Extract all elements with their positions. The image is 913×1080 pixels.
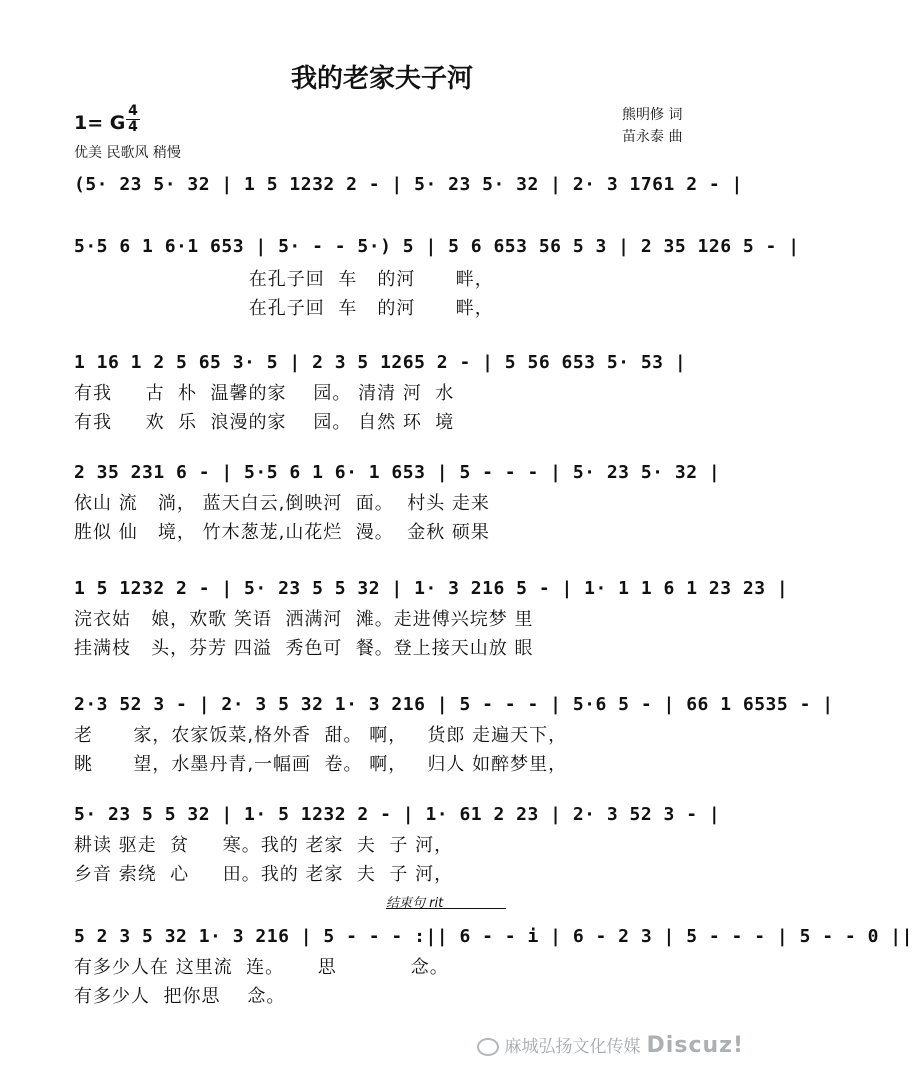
watermark-text: 麻城弘扬文化传媒 [504,1037,641,1057]
lyric-verse-1: 依山 流 淌， 蓝天白云,倒映河 面。 村头 走来 [74,493,490,514]
lyric-verse-2: 挂满枝 头，芬芳 四溢 秀色可 餐。登上接天山放 眼 [74,638,534,659]
notation-line: 1 5 1232 2 - | 5· 23 5 5 32 | 1· 3 216 5 - | 1· 1 1 6 1 23 23 | [74,578,789,599]
lyric-verse-1: 老 家，农家饭菜,格外香 甜。 啊， 货郎 走遍天下， [74,725,568,746]
time-top: 4 [128,103,138,119]
notation-line: 2 35 231 6 - | 5·5 6 1 6· 1 653 | 5 - - - | 5· 23 5· 32 | [74,462,721,483]
time-bottom: 4 [128,119,138,135]
lyric-verse-1: 浣衣姑 娘，欢歌 笑语 洒满河 滩。走进傅兴垸梦 里 [74,609,534,630]
lyric-verse-1: 在孔子回 车 的河 畔， [74,269,494,290]
notation-line: 5·5 6 1 6·1 653 | 5· - - 5·) 5 | 5 6 653 56 5 3 | 2 35 126 5 - | [74,236,800,257]
lyric-verse-1: 耕读 驱走 贫 寒。我的 老家 夫 子 河， [74,835,454,856]
tempo-marking: 优美 民歌风 稍慢 [74,145,181,161]
key-signature: 1= G [74,112,126,134]
song-title: 我的老家夫子河 [290,64,473,94]
notation-line: 2·3 52 3 - | 2· 3 5 32 1· 3 216 | 5 - - - | 5·6 5 - | 66 1 6535 - | [74,694,834,715]
notation-line: 1 16 1 2 5 65 3· 5 | 2 3 5 1265 2 - | 5 56 653 5· 53 | [74,352,687,373]
lyric-verse-2: 有多少人 把你思 念。 [74,986,286,1007]
credits [622,104,682,148]
wechat-icon [477,1038,499,1056]
lyric-verse-2: 有我 欢 乐 浪漫的家 园。 自然 环 境 [74,412,455,433]
lyric-verse-1: 有多少人在 这里流 连。 思 念。 [74,957,449,978]
lyricist: 熊明修 词 [622,107,683,123]
lyric-verse-2: 胜似 仙 境， 竹木葱茏,山花烂 漫。 金秋 硕果 [74,522,490,543]
lyric-verse-2: 眺 望，水墨丹青,一幅画 卷。 啊， 归人 如醉梦里， [74,754,568,775]
notation-line: 5· 23 5 5 32 | 1· 5 1232 2 - | 1· 61 2 23 | 2· 3 52 3 - | [74,804,721,825]
lyric-verse-2: 乡音 索绕 心 田。我的 老家 夫 子 河， [74,864,454,885]
ending-bracket [386,908,506,909]
ending-annotation: 结束句 rit [386,896,444,911]
discuz-logo: Discuz! [646,1033,744,1058]
time-signature [124,104,142,135]
watermark [477,1032,744,1058]
notation-line: (5· 23 5· 32 | 1 5 1232 2 - | 5· 23 5· 32 | 2· 3 1761 2 - | [74,174,743,195]
lyric-verse-2: 在孔子回 车 的河 畔， [74,298,494,319]
lyric-verse-1: 有我 古 朴 温馨的家 园。 清清 河 水 [74,383,455,404]
notation-line: 5 2 3 5 32 1· 3 216 | 5 - - - :|| 6 - - i | 6 - 2 3 | 5 - - - | 5 - - 0 || [74,926,913,947]
composer: 苗永泰 曲 [622,129,683,145]
